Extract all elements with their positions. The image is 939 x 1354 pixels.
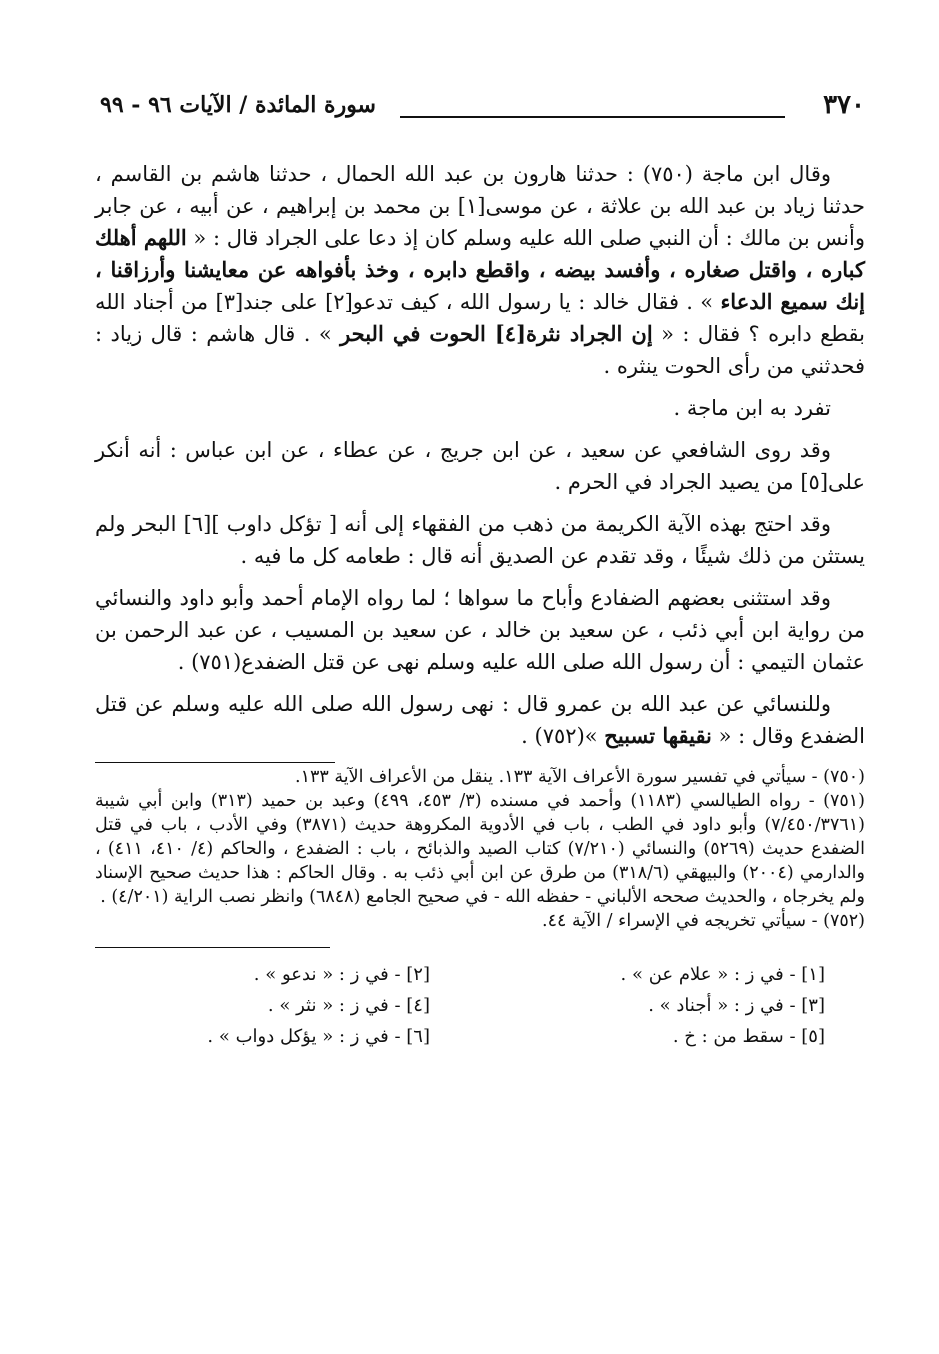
text-run: » . فقال خالد : يا رسول الله ، كيف تدعو[٢] على جند[٣] من أجناد الله بقطع دابره ؟ فقال : « (95, 290, 865, 346)
text-run: »(٧٥٢) . (521, 724, 605, 748)
paragraph: وقد احتج بهذه الآية الكريمة من ذهب من الفقهاء إلى أنه [ تؤكل داوب ][٦] البحر ولم يستثن من ذلك شيئًا ، وقد تقدم عن الصديق أنه قال : طعامه كل ما فيه . (95, 512, 865, 568)
footnote-rule (95, 762, 335, 763)
footnote: (٧٥١) - رواه الطيالسي (١١٨٣) وأحمد في مسنده (٣/ ٤٥٣، ٤٩٩) وعبد بن حميد (٣١٣) وابن أبي شيبة (٧/٤٥٠/٣٧٦١) وأبو داود في الطب ، باب في الأدوية المكروهة حديث (٣٨٧١) وفي الأدب ، باب في قتل الضفدع حديث (٥٢٦٩) والنسائي (٧/٢١٠) كتاب الصيد والذبائح ، باب : الضفدع ، والحاكم (٤/ ٤١٠، ٤١١) ، والدارمي (٢٠٠٤) والبيهقي (٣١٨/٦) من طرق عن ابن أبي ذئب به . وقال الحاكم : هذا حديث صحيح الإسناد ولم يخرجاه ، والحديث صححه الألباني - حفظه الله - في صحيح الجامع (٦٨٤٨) وانظر نصب الراية (٤/٢٠١) . (95, 791, 865, 907)
footnote: (٧٥٢) - سيأتي تخريجه في الإسراء / الآية ٤٤. (542, 911, 865, 931)
paragraph-nasai (95, 688, 865, 752)
paragraph: وقد استثنى بعضهم الضفادع وأباح ما سواها ؛ لما رواه الإمام أحمد وأبو داود والنسائي من رواية ابن أبي ذئب ، عن سعيد بن خالد ، عن سعيد بن المسيب ، عن عبد الرحمن بن عثمان التيمي : أن رسول الله صلى الله عليه وسلم نهى عن قتل الضفدع(٧٥١) . (95, 586, 865, 674)
bold-quote: اللهم أهلك كباره ، واقتل صغاره ، وأفسد بيضه ، واقطع دابره ، وخذ بأفواهه عن معايشنا وأرزاقنا ، إنك سميع الدعاء (95, 225, 865, 314)
text-run: وقال ابن ماجة (٧٥٠) : حدثنا هارون بن عبد الله الحمال ، حدثنا هاشم بن القاسم ، حدثنا زياد بن عبد الله بن علاثة ، عن موسى[١] بن محمد بن إبراهيم ، عن أبيه ، عن جابر وأنس بن مالك : أن النبي صلى الله عليه وسلم كان إذ دعا على الجراد قال : « (95, 162, 865, 250)
footnotes (95, 765, 865, 933)
main-text (95, 158, 865, 752)
variants-rule (95, 947, 330, 948)
variant-note: [٤] - في ز : « نثر » . (267, 995, 430, 1016)
variant-note: [٣] - في ز : « أجناد » . (648, 995, 825, 1016)
paragraph: تفرد به ابن ماجة . (673, 396, 831, 420)
variant-note: [١] - في ز : « علام عن » . (620, 964, 825, 985)
running-title: سورة المائدة / الآيات ٩٦ - ٩٩ (100, 92, 376, 118)
paragraph-ibn-majah (95, 158, 865, 382)
bold-quote: نقيقها تسبيح (604, 723, 712, 748)
paragraph: وقد روى الشافعي عن سعيد ، عن ابن جريج ، عن عطاء ، عن ابن عباس : أنه أنكر على[٥] من يصيد الجراد في الحرم . (95, 438, 865, 494)
variant-note: [٥] - سقط من : خ . (672, 1026, 825, 1047)
manuscript-variants (95, 964, 865, 1047)
bold-quote: إن الجراد نثرة[٤] الحوت في البحر (340, 321, 653, 346)
header-rule (400, 116, 785, 118)
variant-note: [٦] - في ز : « يؤكل دواب » . (207, 1026, 430, 1047)
text-run: » . قال هاشم : قال زياد : فحدثني من رأى الحوت ينثره . (95, 322, 865, 378)
text-run: وللنسائي عن عبد الله بن عمرو قال : نهى رسول الله صلى الله عليه وسلم عن قتل الضفدع وقال : « (95, 692, 865, 748)
page-number: ٣٧٠ (823, 90, 865, 120)
footnote: (٧٥٠) - سيأتي في تفسير سورة الأعراف الآية ١٣٣. ينقل من الأعراف الآية ١٣٣. (295, 767, 865, 787)
book-page (95, 90, 865, 1047)
page-header (95, 90, 865, 126)
variant-note: [٢] - في ز : « ندعو » . (253, 964, 430, 985)
